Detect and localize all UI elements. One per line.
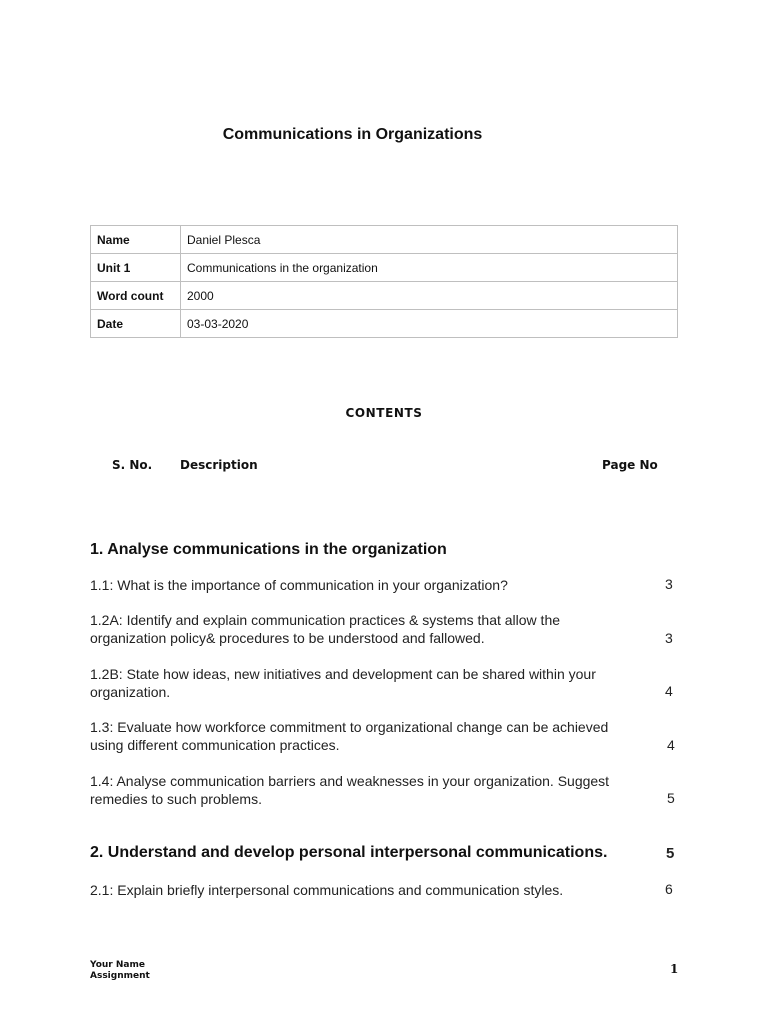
toc-entry-page: 5 — [667, 790, 675, 806]
footer-page-number: 1 — [670, 962, 679, 976]
toc-entry — [90, 772, 660, 808]
toc-entry — [90, 881, 660, 899]
info-row-name — [91, 226, 678, 254]
toc-entry-line: 1.2B: State how ideas, new initiatives and development can be shared within your — [90, 666, 596, 682]
info-key: Date — [91, 310, 181, 338]
toc-entry-line: 1.4: Analyse communication barriers and weaknesses in your organization. Suggest — [90, 773, 610, 789]
info-row-word-count — [91, 282, 678, 310]
toc-entry-line: organization policy& procedures to be understood and fallowed. — [90, 630, 485, 646]
page-footer — [90, 960, 150, 982]
toc-entry — [90, 611, 660, 647]
toc-entry — [90, 576, 660, 594]
section-heading: 1. Analyse communications in the organization — [90, 541, 447, 558]
column-header-sno: S. No. — [112, 458, 153, 472]
column-header-page: Page No — [602, 458, 658, 472]
info-row-unit — [91, 254, 678, 282]
section-page: 5 — [666, 845, 675, 862]
info-value: 03-03-2020 — [181, 310, 678, 338]
column-header-description: Description — [180, 458, 258, 472]
toc-entry-page: 4 — [665, 683, 673, 699]
info-row-date — [91, 310, 678, 338]
footer-assignment: Assignment — [90, 971, 150, 981]
info-table — [90, 225, 678, 338]
info-value: 2000 — [181, 282, 678, 310]
toc-entry-line: using different communication practices. — [90, 737, 340, 753]
info-key: Name — [91, 226, 181, 254]
toc-entry-line: 2.1: Explain briefly interpersonal communications and communication styles. — [90, 882, 564, 898]
toc-entry-line: remedies to such problems. — [90, 791, 262, 807]
toc-entry-line: organization. — [90, 684, 171, 700]
toc-entry-page: 4 — [667, 737, 675, 753]
info-value: Communications in the organization — [181, 254, 678, 282]
contents-heading: CONTENTS — [345, 406, 423, 420]
info-key: Word count — [91, 282, 181, 310]
toc-entry-page: 3 — [665, 576, 673, 592]
info-value: Daniel Plesca — [181, 226, 678, 254]
toc-entry-line: 1.2A: Identify and explain communication practices & systems that allow the — [90, 612, 561, 628]
toc-entry-page: 6 — [665, 881, 673, 897]
info-key: Unit 1 — [91, 254, 181, 282]
toc-entry — [90, 718, 660, 754]
toc-entry-page: 3 — [665, 630, 673, 646]
document-title: Communications in Organizations — [222, 126, 483, 143]
toc-entry-line: 1.3: Evaluate how workforce commitment to organizational change can be achieved — [90, 719, 609, 735]
toc-entry-line: 1.1: What is the importance of communication in your organization? — [90, 577, 508, 593]
section-heading: 2. Understand and develop personal interpersonal communications. — [90, 844, 608, 861]
footer-name: Your Name — [90, 960, 145, 970]
toc-entry — [90, 665, 660, 701]
